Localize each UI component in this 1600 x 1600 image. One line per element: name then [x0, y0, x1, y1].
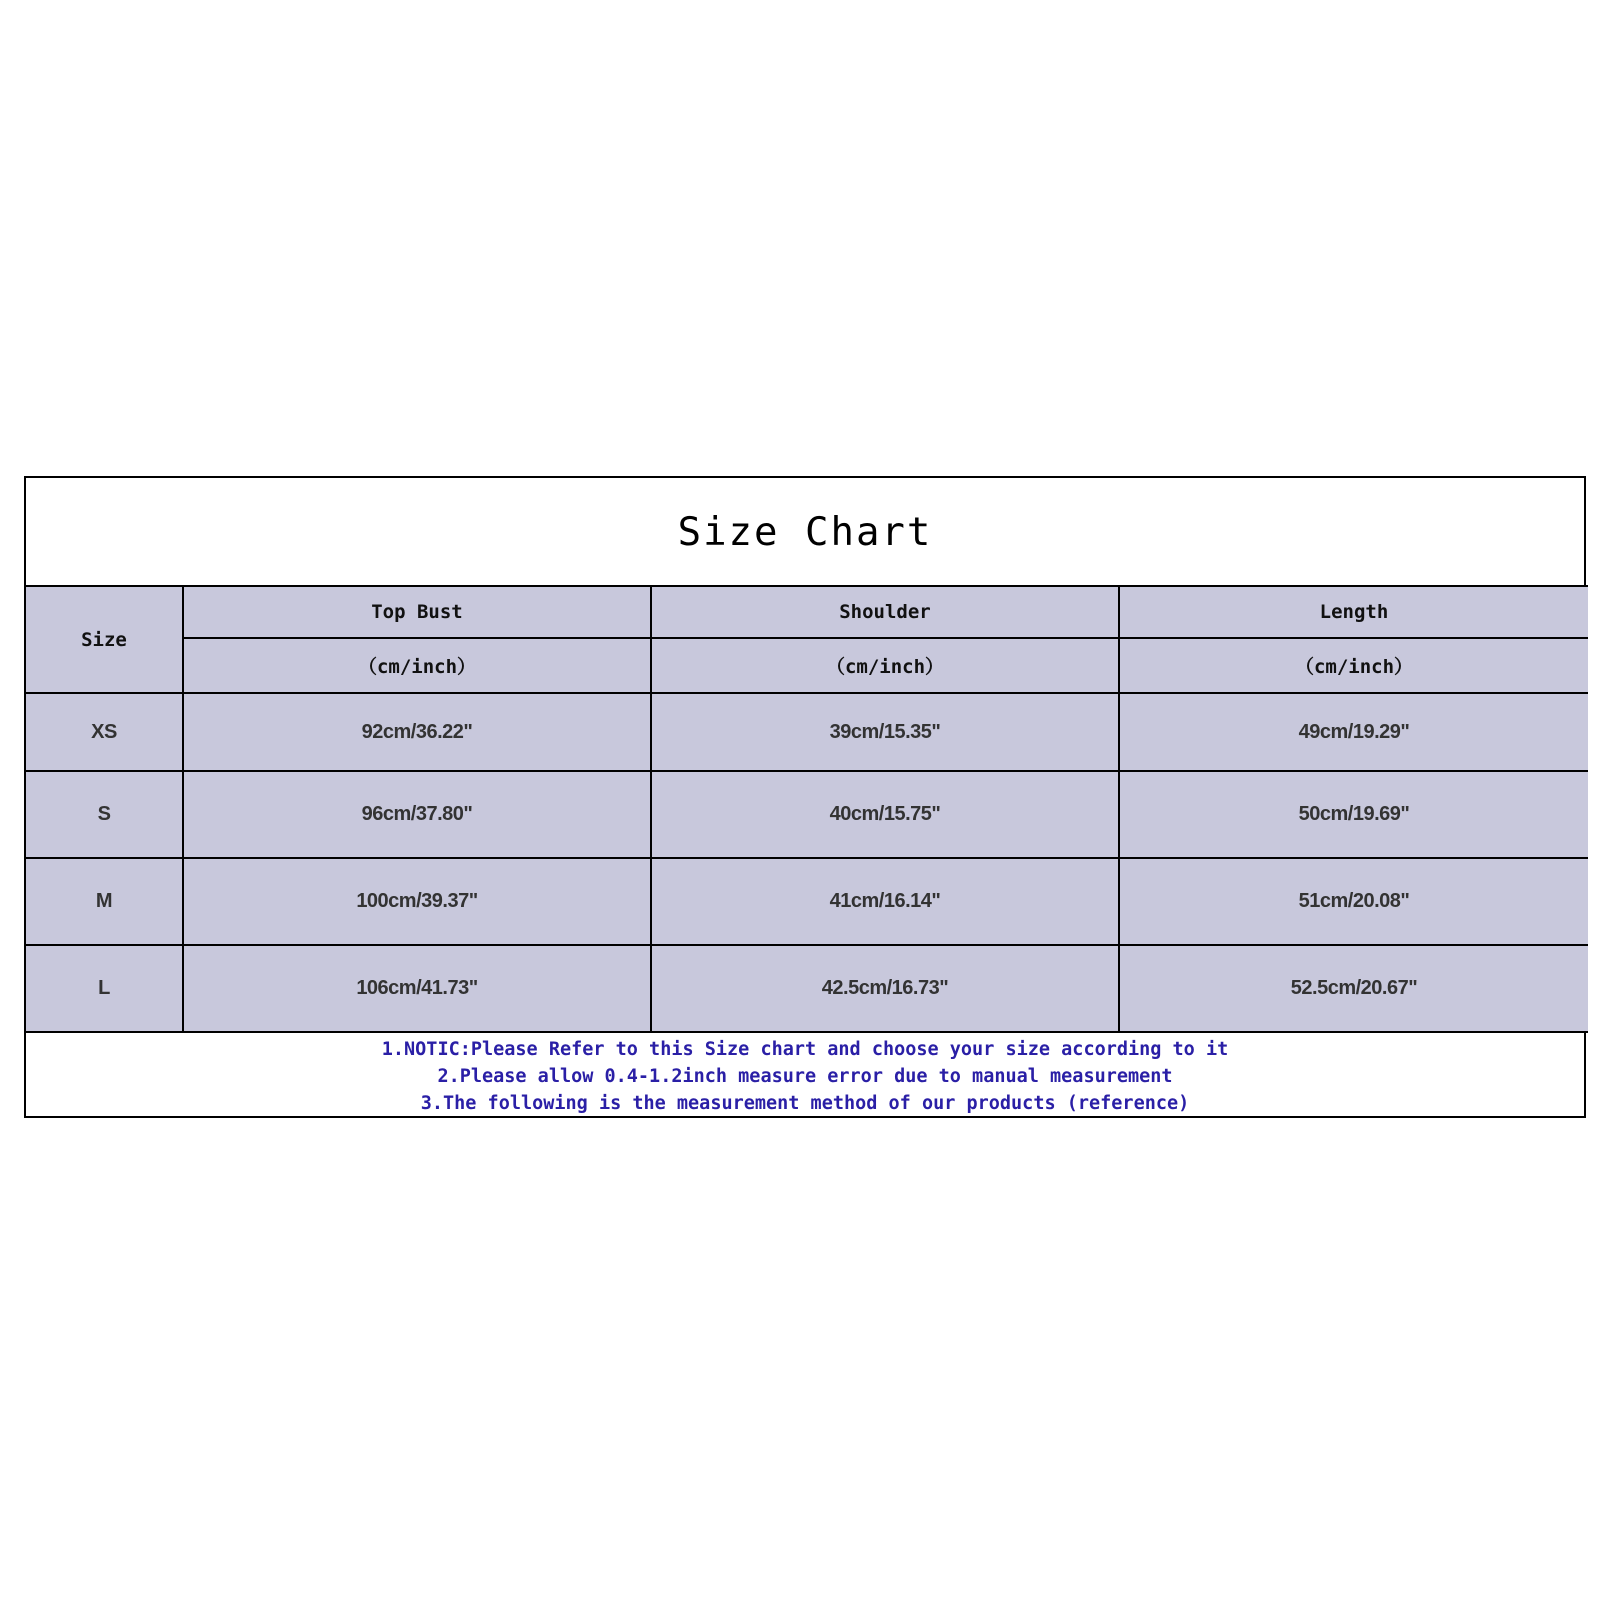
table-row	[26, 771, 1588, 858]
top-bust-cell: 96cm/37.80"	[183, 771, 651, 858]
shoulder-unit: （cm/inch）	[651, 638, 1119, 693]
header-row	[26, 586, 1588, 638]
shoulder-cell: 39cm/15.35"	[651, 693, 1119, 771]
size-cell: L	[26, 945, 183, 1032]
note-line: 1.NOTIC:Please Refer to this Size chart and choose your size according to it	[381, 1038, 1229, 1060]
notes-section	[26, 1034, 1584, 1118]
size-cell: S	[26, 771, 183, 858]
top-bust-cell: 100cm/39.37"	[183, 858, 651, 945]
shoulder-cell: 40cm/15.75"	[651, 771, 1119, 858]
note-line: 3.The following is the measurement method of our products (reference)	[420, 1092, 1190, 1114]
size-cell: XS	[26, 693, 183, 771]
note-line: 2.Please allow 0.4-1.2inch measure error due to manual measurement	[437, 1065, 1173, 1087]
shoulder-header: Shoulder	[651, 586, 1119, 638]
length-cell: 49cm/19.29"	[1119, 693, 1588, 771]
top-bust-cell: 106cm/41.73"	[183, 945, 651, 1032]
table-row	[26, 945, 1588, 1032]
top-bust-header: Top Bust	[183, 586, 651, 638]
length-unit: （cm/inch）	[1119, 638, 1588, 693]
top-bust-unit: （cm/inch）	[183, 638, 651, 693]
table-row	[26, 693, 1588, 771]
length-cell: 52.5cm/20.67"	[1119, 945, 1588, 1032]
shoulder-cell: 42.5cm/16.73"	[651, 945, 1119, 1032]
table-row	[26, 858, 1588, 945]
shoulder-cell: 41cm/16.14"	[651, 858, 1119, 945]
unit-row	[26, 638, 1588, 693]
size-table	[26, 585, 1588, 1033]
size-cell: M	[26, 858, 183, 945]
length-header: Length	[1119, 586, 1588, 638]
size-column-header: Size	[26, 586, 183, 693]
chart-title: Size Chart	[677, 509, 933, 555]
size-chart	[24, 476, 1586, 1118]
top-bust-cell: 92cm/36.22"	[183, 693, 651, 771]
length-cell: 50cm/19.69"	[1119, 771, 1588, 858]
length-cell: 51cm/20.08"	[1119, 858, 1588, 945]
